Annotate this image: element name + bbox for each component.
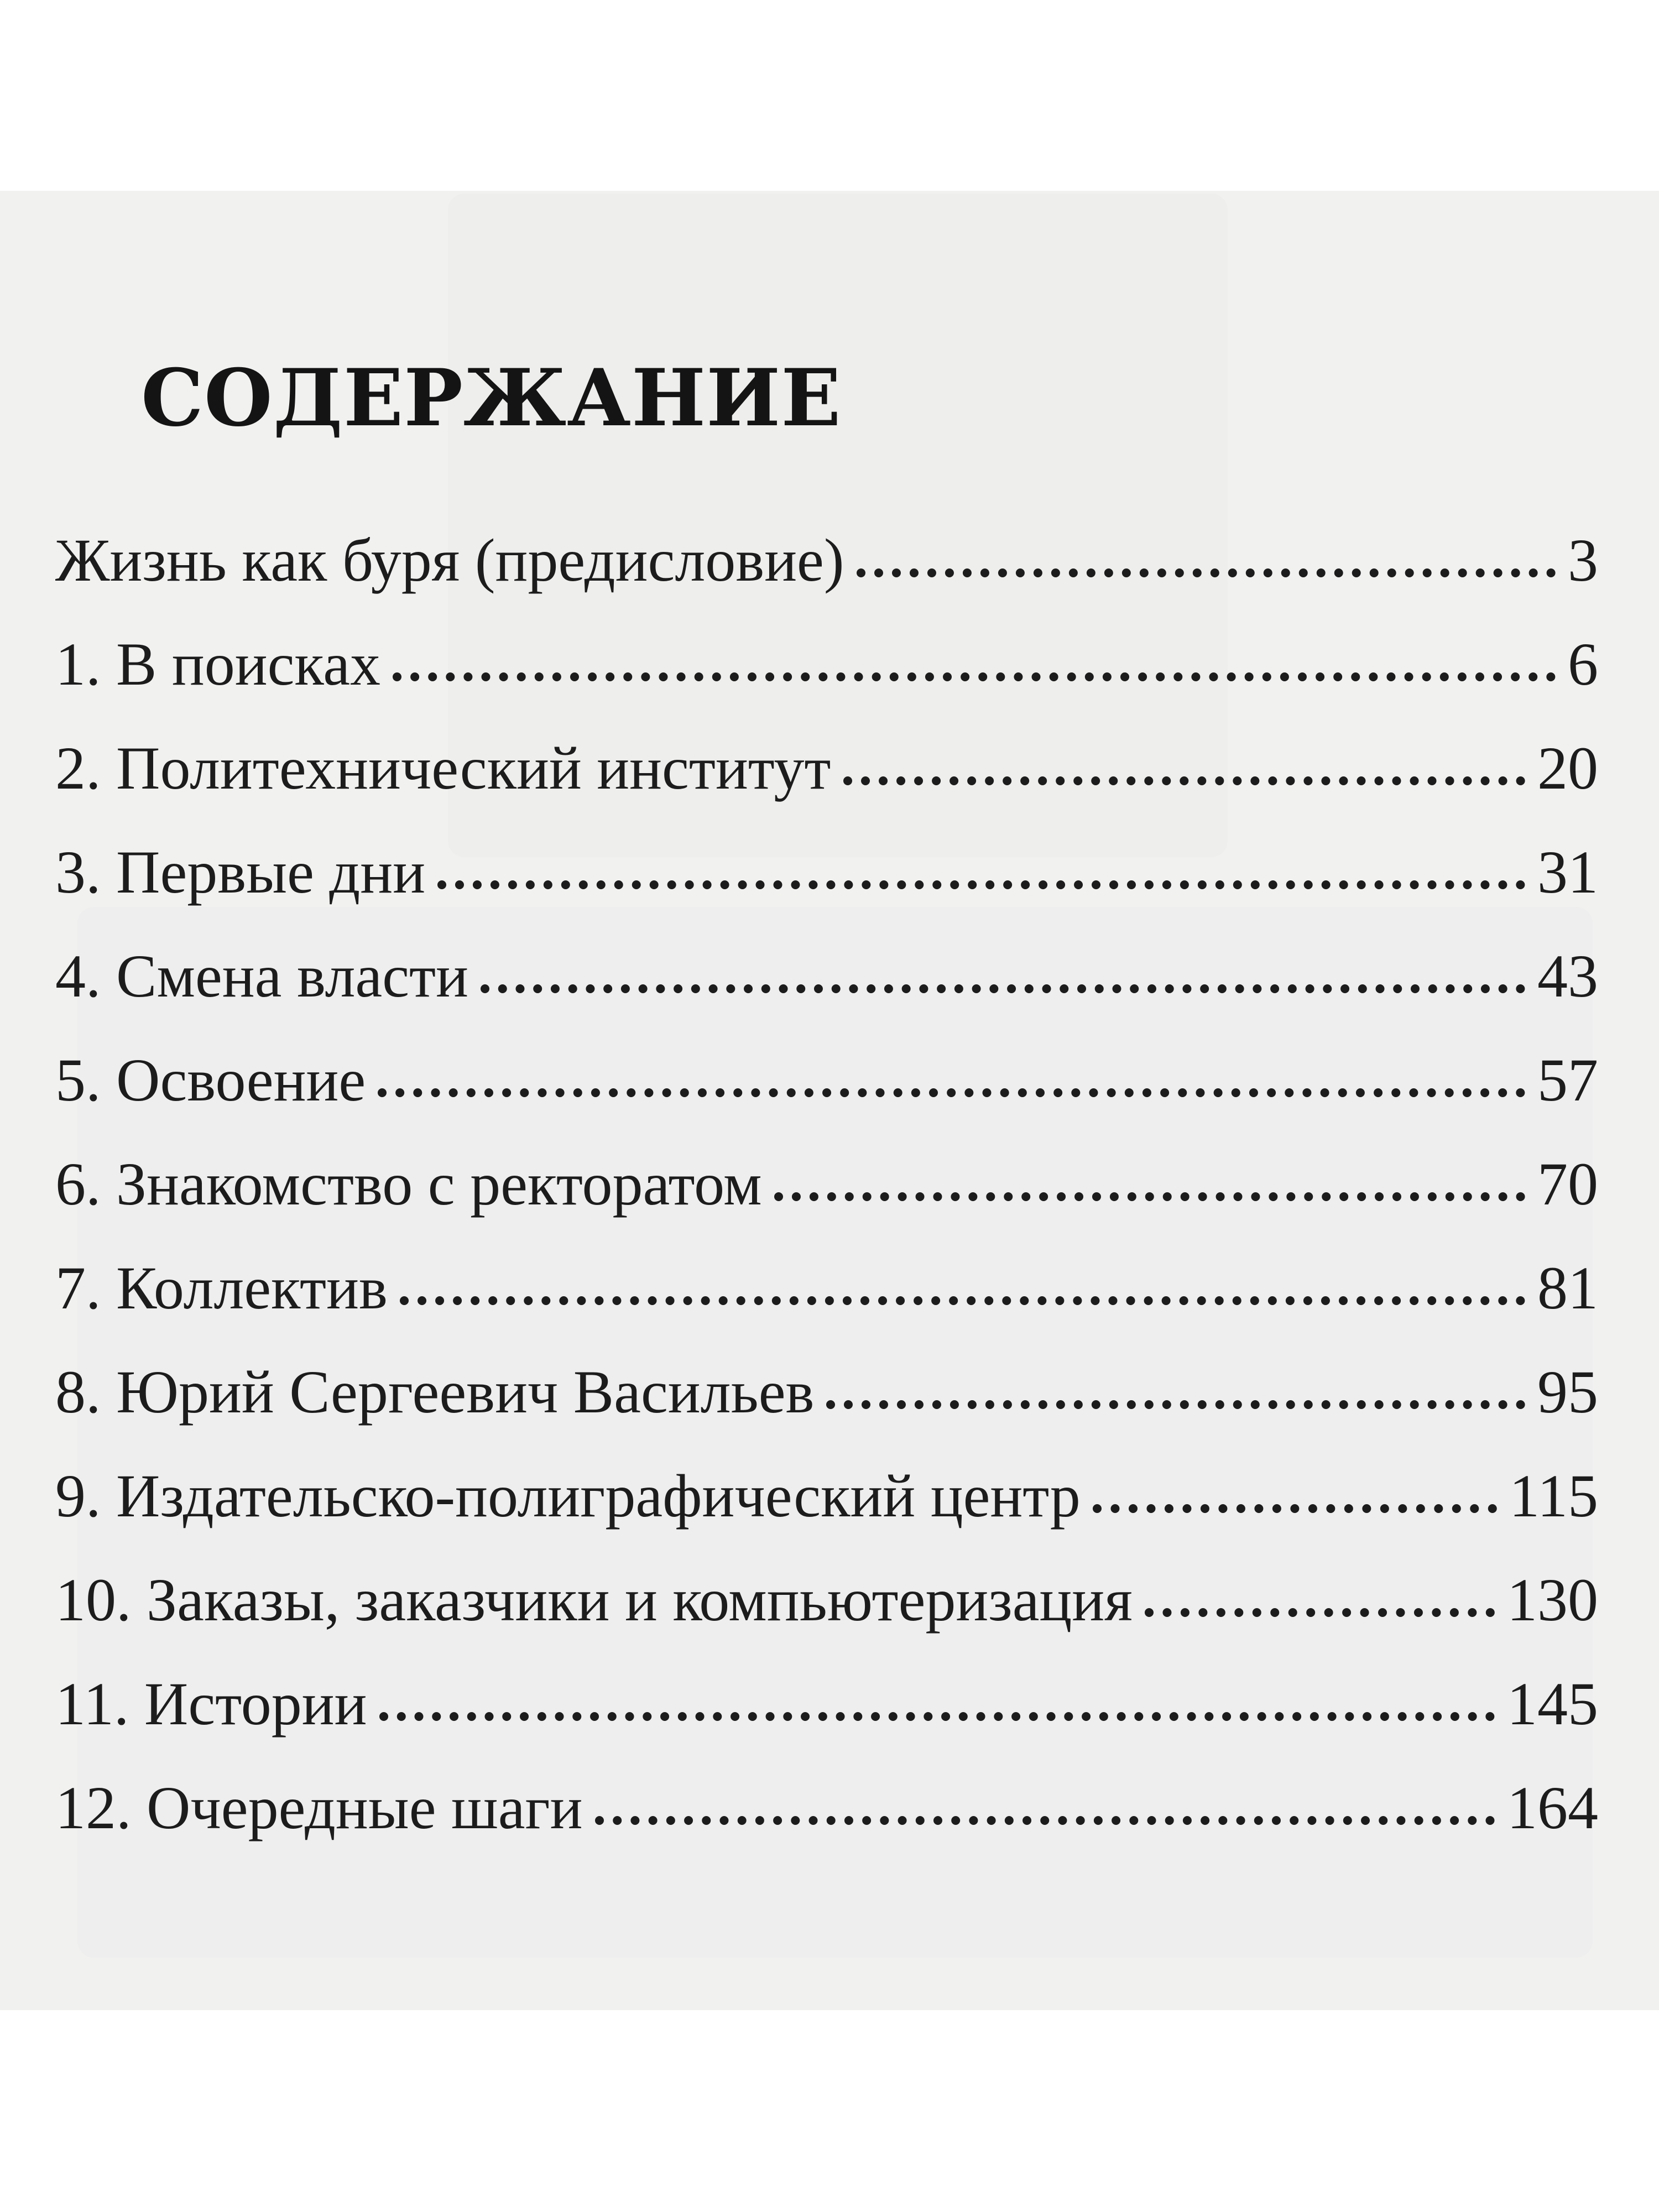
toc-entry-page: 145 [1507, 1670, 1598, 1738]
toc-dot-leader [826, 1400, 1525, 1409]
toc-entry [55, 836, 1598, 940]
toc-entry-title: 2. Политехнический институт [55, 734, 831, 802]
toc-entry [55, 1148, 1598, 1252]
toc-entry [55, 1668, 1598, 1772]
toc-entry-title: Жизнь как буря (предисловие) [55, 526, 844, 594]
toc-dot-leader [393, 672, 1556, 681]
toc-dot-leader [774, 1192, 1525, 1201]
toc-entry-title: 3. Первые дни [55, 838, 426, 906]
toc-entry [55, 1044, 1598, 1148]
toc-dot-leader [378, 1088, 1525, 1097]
toc-entry-page: 70 [1537, 1150, 1598, 1218]
toc-dot-leader [400, 1296, 1525, 1305]
toc-entry-page: 57 [1537, 1046, 1598, 1114]
toc-entry [55, 524, 1598, 628]
toc-entry-page: 95 [1537, 1358, 1598, 1426]
toc-entry [55, 1772, 1598, 1876]
toc-entry-title: 6. Знакомство с ректоратом [55, 1150, 762, 1218]
toc-dot-leader [595, 1816, 1495, 1825]
toc-entry-page: 3 [1568, 526, 1598, 594]
toc-dot-leader [379, 1712, 1495, 1721]
toc-entry-page: 31 [1537, 838, 1598, 906]
toc-entry [55, 1564, 1598, 1668]
toc-entry-title: 8. Юрий Сергеевич Васильев [55, 1358, 815, 1426]
toc-entry-page: 115 [1509, 1462, 1598, 1530]
toc-entry [55, 940, 1598, 1044]
toc-entry [55, 628, 1598, 732]
toc-entry [55, 732, 1598, 836]
toc-entry [55, 1252, 1598, 1356]
toc-entry-title: 12. Очередные шаги [55, 1774, 583, 1841]
toc-entry-page: 81 [1537, 1254, 1598, 1322]
toc-entry [55, 1356, 1598, 1460]
toc-entry [55, 1460, 1598, 1564]
contents-heading: СОДЕРЖАНИЕ [141, 352, 842, 444]
toc-entry-title: 1. В поисках [55, 630, 381, 698]
toc-entry-title: 9. Издательско-полиграфический центр [55, 1462, 1081, 1530]
table-of-contents [55, 524, 1598, 1876]
toc-entry-title: 4. Смена власти [55, 942, 468, 1010]
toc-entry-page: 130 [1507, 1566, 1598, 1634]
toc-dot-leader [857, 568, 1556, 577]
toc-entry-page: 164 [1507, 1774, 1598, 1841]
toc-dot-leader [1145, 1608, 1495, 1617]
toc-entry-page: 43 [1537, 942, 1598, 1010]
toc-entry-title: 11. Истории [55, 1670, 367, 1738]
toc-dot-leader [843, 776, 1526, 785]
toc-dot-leader [481, 984, 1525, 993]
toc-dot-leader [1093, 1504, 1497, 1513]
toc-entry-title: 7. Коллектив [55, 1254, 388, 1322]
toc-entry-title: 5. Освоение [55, 1046, 366, 1114]
toc-dot-leader [437, 880, 1525, 889]
toc-entry-title: 10. Заказы, заказчики и компьютеризация [55, 1566, 1133, 1634]
toc-entry-page: 20 [1537, 734, 1598, 802]
toc-entry-page: 6 [1568, 630, 1598, 698]
